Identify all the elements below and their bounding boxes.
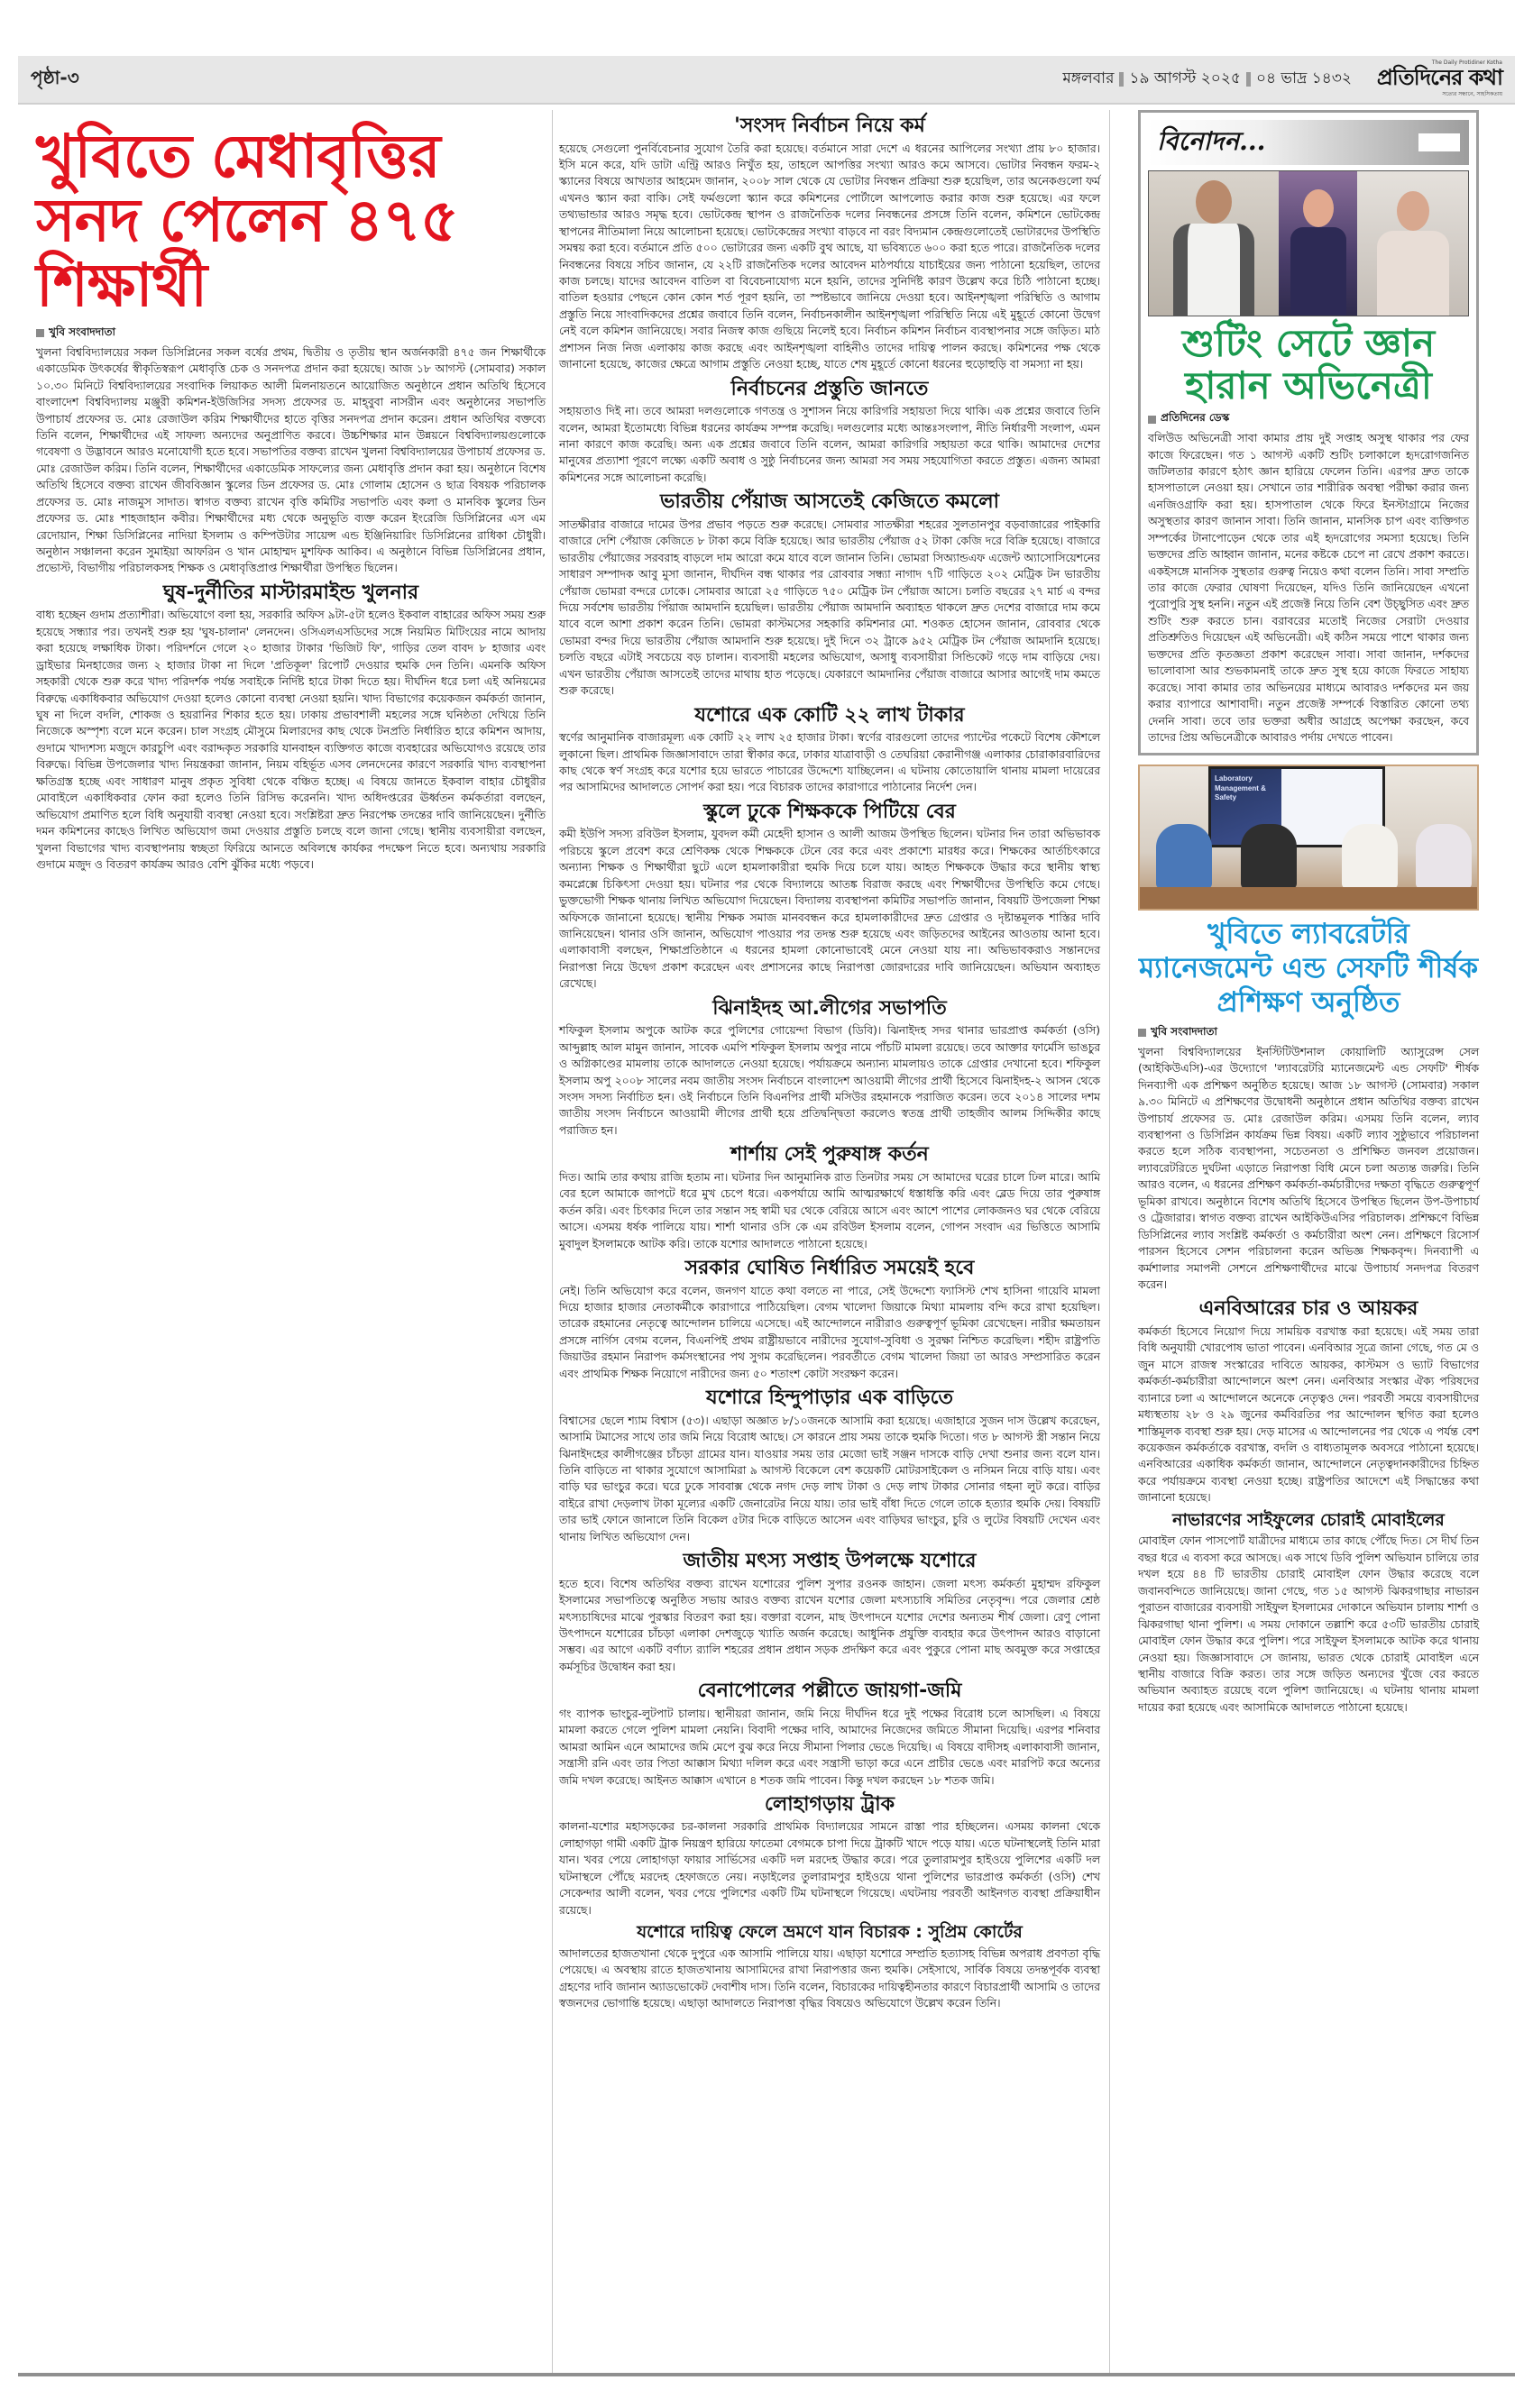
article-subhead: নির্বাচনের প্রস্তুতি জানতে [730, 377, 929, 400]
logo-tagline: The Daily Protidiner Kotha [1431, 60, 1502, 67]
article-body: বিশ্বাসের ছেলে শ্যাম বিশ্বাস (৫৩)। এছাড়া অজ্ঞাত ৮/১০জনকে আসামি করা হয়েছে। এজাহারে সুজন দাস উল্লেখ করেছেন, আসামি টমাসের সাথে তার জমি নিয়ে বিরোধ আছে। সে কারনে প্রায় সময় তাকে হুমকি দিতো। গত ৮ আগস্ট স্ত্রী সন্তান নিয়ে ঝিনাইদহের কালীগঞ্জের চাঁচড়া গ্রামের যান। যাওয়ার সময় তার মেজো ভাই সঞ্জন দাসকে বাড়ি দেখা শুনার জন্য বলে যান। তিনি বাড়িতে না থাকার সুযোগে আসামিরা ৯ আগস্ট বিকেলে বেশ কয়েকটি মোটরসাইকেল ও নসিমন নিয়ে বাড়ি যায়। এবং বাড়ি ঘর ভাংচুর করে। ঘরে ঢুকে সাববাক্স থেকে নগদ দেড় লাখ টাকা ও দেড় লাখ টাকার সোনার গহনা লুট করে। বাড়ির বাইরে রাখা দেড়লাখ টাকা মূল্যের একটি জেনারেটর নিয়ে যায়। তার ভাই বাঁধা দিতে গেলে তাকে হত্যার হুমকি দেয়। বিষয়টি তার ভাই ফোনে জানালে তিনি বিকেল ৫টার দিকে বাড়িতে আসেন এবং বাড়িঘর ভাংচুর, চুরি ও লুটের বিষয়টি দেখেন এবং থানায় লিখিত অভিযোগ দেন। [559, 1414, 1100, 1543]
article-body: আদালতের হাজতখানা থেকে দুপুরে এক আসামি পালিয়ে যায়। এছাড়া যশোরে সম্প্রতি হত্যাসহ বিভিন্ন অপরাধ প্রবণতা বৃদ্ধি পেয়েছে। এ অবস্থায় রাতে হাজতখানায় আসামিদের রাখা নিরাপত্তার জন্য হুমকি। সেইসাথে, সার্বিক বিষয়ে তদন্তপূর্বক ব্যবস্থা গ্রহণের দাবি জানান অ্যাডভোকেট দেবাশীষ দাস। তিনি বলেন, বিচারকের দায়িত্বহীনতার কারণে বিচারপ্রার্থী আসামি ও তাদের স্বজনদের ভোগান্তি হয়েছে। এছাড়া আদালতে নিরাপত্তা বৃদ্ধির বিষয়েও অভিযোগে উল্লেখ করেন তিনি। [559, 1946, 1100, 2010]
byline-text: প্রতিদিনের ডেস্ক [1161, 411, 1230, 425]
actress-photo [1149, 171, 1279, 316]
masthead-right [1062, 60, 1502, 98]
article-subhead: যশোরে হিন্দুপাড়ার এক বাড়িতে [706, 1387, 953, 1410]
byline-text: খুবি সংবাদদাতা [49, 325, 115, 338]
column-divider [552, 110, 553, 2373]
shirt-shape [1173, 224, 1254, 316]
weekday: মঙ্গলবার [1062, 69, 1115, 87]
banner-blank [1418, 133, 1460, 151]
article-body: বলিউড অভিনেত্রী সাবা কামার প্রায় দুই সপ্তাহ অসুস্থ থাকার পর ফের কাজে ফিরেছেন। গত ১ আগস্ট একটি শুটিং চলাকালে হৃদরোগজনিত জটিলতার কারণে হঠাৎ জ্ঞান হারিয়ে ফেলেন তিনি। এরপর দ্রুত তাকে হাসপাতালে নেওয়া হয়। সেখানে তার শারীরিক অবস্থা পরীক্ষা করার জন্য এনজিওগ্রাফি করা হয়। হাসপাতাল থেকে ফিরে ইনস্টাগ্রামে নিজের অসুস্থতার কারণ জানান সাবা। তিনি জানান, মানসিক চাপ এবং ব্যক্তিগত সম্পর্কের টানাপোড়েন থেকে তার এই হৃদরোগের সমস্যা হয়েছে। তিনি ভক্তদের প্রতি আহ্বান জানান, মনের কষ্টকে চেপে না রেখে প্রকাশ করতে। একইসঙ্গে মানসিক সুস্থতার গুরুত্ব নিয়েও কথা বলেন তিনি। সাবা সম্প্রতি তার কাজে ফেরার ঘোষণা দিয়েছেন, যদিও তিনি জানিয়েছেন এখনো পুরোপুরি সুস্থ হননি। নতুন এই প্রজেক্ট নিয়ে তিনি বেশ উচ্ছ্বসিত এবং দ্রুত শুটিং শুরু করতে চান। বরাবরের মতোই নিজের সেরাটা দেওয়ার প্রতিশ্রুতিও দিয়েছেন এই অভিনেত্রী। এই কঠিন সময়ে পাশে থাকার জন্য ভক্তদের প্রতি কৃতজ্ঞতা প্রকাশ করেছেন সাবা। সাবা জানান, দর্শকদের ভালোবাসা আর শুভকামনাই তাকে দ্রুত সুস্থ হয়ে কাজে ফিরতে সাহায্য করেছে। সাবা কামার তার অভিনয়ের মাধ্যমে আবারও দর্শকদের মন জয় করার ব্যাপারে আশাবাদী। নতুন প্রজেক্ট সম্পর্কে বিস্তারিত কোনো তথ্য দেননি সাবা। তবে তার ভক্তরা অধীর আগ্রহে অপেক্ষা করছেন, কবে তাদের প্রিয় অভিনেত্রীকে আবারও পর্দায় দেখতে পাবেন। [1148, 432, 1469, 744]
left-column [36, 110, 546, 873]
article-body: সাতক্ষীরার বাজারে দামের উপর প্রভাব পড়তে শুরু করেছে। সোমবার সাতক্ষীরা শহরের সুলতানপুর বড়বাজারের পাইকারি বাজারে দেশি পেঁয়াজ কেজিতে ৮ টাকা কমে বিক্রি হয়েছে। আর ভারতীয় পেঁয়াজ ৫২ টাকা কেজি দরে বিক্রি হয়েছে। বাজারে ভারতীয় পেঁয়াজের সরবরাহ বাড়লে দাম আরো কমে যাবে বলে জানান তিনি। ভোমরা সিঅ্যান্ডএফ এজেন্ট অ্যাসোসিয়েশনের সাধারণ সম্পাদক আবু মুসা জানান, দীর্ঘদিন বন্ধ থাকার পর রোববার সন্ধ্যা নাগাদ ৭টি গাড়িতে ২০২ মেট্রিক টন ভারতীয় পেঁয়াজ ভোমরা বন্দরে ঢোকে। সোমবার আরো ২৫ গাড়িতে ৭৫০ মেট্রিক টন পেঁয়াজ আসে। চলতি বছরের ২৭ মার্চ এ বন্দর দিয়ে সর্বশেষ ভারতীয় পিঁয়াজ আমদানি হয়েছিল। ভারতীয় পেঁয়াজ আমদানি অব্যাহত থাকলে দ্রুত দেশের বাজারে দাম কমে যাবে বলে আশা প্রকাশ করেন তিনি। ভোমরা কাস্টমসের সহকারি কমিশনার মো. শওকত হোসেন জানান, রোববার থেকে ভোমরা বন্দর দিয়ে ভারতীয় পেঁয়াজ আমদানি শুরু হয়েছে। দুই দিনে ৩২ ট্রাকে ৯৫২ মেট্রিক টন পেঁয়াজ আমদানি হয়েছে। চলতি বছরে এটাই সবচেয়ে বড় চালান। ব্যবসায়ী মহলের অভিযোগ, অসাধু ব্যবসায়ীরা সিন্ডিকেট গড়ে দাম বাড়িয়ে দেয়। এখন ভারতীয় পেঁয়াজ আসতেই তাদের মাথায় হাত পড়েছে। যেকারণে আমদানির পেঁয়াজ বাজারে আসার আগেই দাম কমতে শুরু করেছে। [559, 517, 1100, 698]
article-body: খুলনা বিশ্ববিদ্যালয়ের সকল ডিসিপ্লিনের সকল বর্ষের প্রথম, দ্বিতীয় ও তৃতীয় স্থান অর্জনকারী ৪৭৫ জন শিক্ষার্থীকে একাডেমিক উৎকর্ষের স্বীকৃতিস্বরূপ মেধাবৃত্তি চেক ও সনদপত্র প্রদান করা হয়েছে। আজ ১৮ আগস্ট (সোমবার) সকাল ১০.৩০ মিনিটে বিশ্ববিদ্যালয়ের সংবাদিক লিয়াকত আলী মিলনায়তনে আয়োজিত অনুষ্ঠানে প্রধান অতিথি হিসেবে বাংলাদেশ বিশ্ববিদ্যালয় মঞ্জুরী কমিশন-ইউজিসির সদস্য প্রফেসর ড. মাহ্‌বুবা নাসরীন এবং অনুষ্ঠানের সভাপতি উপাচার্য প্রফেসর ড. মোঃ রেজাউল করিম শিক্ষার্থীদের হাতে বৃত্তির সনদপত্র প্রদান করেন। প্রধান অতিথির বক্তব্যে তিনি বলেন, শিক্ষার্থীদের এই সাফল্য অন্যদের অনুপ্রাণিত করবে। উচ্চশিক্ষার মান উন্নয়নে বিশ্ববিদ্যালয়গুলোকে গবেষণা ও উদ্ভাবনে আরও মনোযোগী হতে হবে। সভাপতির বক্তব্য রাখেন খুলনা বিশ্ববিদ্যালয়ের উপাচার্য প্রফেসর ড. মোঃ রেজাউল করিম। তিনি বলেন, শিক্ষার্থীদের একাডেমিক সাফল্যের জন্য মেধাবৃত্তি প্রদান করা হয়। অনুষ্ঠানে বিশেষ অতিথি হিসেবে বক্তব্য রাখেন জীববিজ্ঞান স্কুলের ডিন প্রফেসর ড. মোঃ গোলাম হোসেন ও ছাত্র বিষয়ক পরিচালক প্রফেসর ড. মোঃ নাজমুস সাদাত। স্বাগত বক্তব্য রাখেন বৃত্তি কমিটির সভাপতি এবং কলা ও মানবিক স্কুলের ডিন প্রফেসর ড. মোঃ শাহজাহান কবীর। শিক্ষার্থীদের মধ্য থেকে অনুভূতি ব্যক্ত করেন ইংরেজি ডিসিপ্লিনের এস এম রেদোয়ান, শিক্ষা ডিসিপ্লিনের নাদিয়া ইসলাম ও কম্পিউটার সায়েন্স এন্ড ইঞ্জিনিয়ারিং ডিসিপ্লিনের রাধিকা চৌধুরী। অনুষ্ঠান সঞ্চালনা করেন সুমাইয়া আফরিন ও খান মোহাম্মদ মুশফিক আকিব। এ অনুষ্ঠানে বিভিন্ন ডিসিপ্লিনের প্রধান, প্রভোস্ট, বিভাগীয় পরিচালকসহ শিক্ষক ও মেধাবৃত্তিপ্রাপ্ত শিক্ষার্থীরা উপস্থিত ছিলেন। [36, 345, 546, 575]
article-subhead: ঝিনাইদহ আ.লীগের সভাপতি [712, 996, 947, 1020]
byline [1148, 410, 1469, 428]
footer-rule [18, 2373, 1515, 2376]
face-shape [1303, 189, 1334, 227]
article-subhead: শার্শায় সেই পুরুষাঙ্গ কর্তন [730, 1143, 929, 1167]
gregorian-date: ১৯ আগস্ট ২০২৫ [1129, 69, 1241, 87]
article-body: বাধ্য হচ্ছেন গুদাম প্রত্যাশীরা। অভিযোগে বলা হয়, সরকারি অফিস ৯টা-৫টা হলেও ইকবাল বাহারের অফিস সময় শুরু হয়েছে সন্ধ্যার পর। তখনই শুরু হয় 'ঘুষ-চালান' লেনদেন। ওসিএলএসডিদের সঙ্গে নিয়মিত মিটিংয়ের নামে আদায় করা হয়েছে লক্ষাধিক টাকা। পরিদর্শনে গেলে ২০ হাজার টাকার 'ভিজিট ফি', গাড়ির তেল বাবদ ৮ হাজার এবং ড্রাইভার মিনহাজের জন্য ২ হাজার টাকা না দিলে 'প্রতিকূল' রিপোর্ট দেওয়ার হুমকি দেন তিনি। এমনকি অফিস সহকারী থেকে শুরু করে খাদ্য পরিদর্শক পর্যন্ত সবাইকে নির্দিষ্ট হারে টাকা দিতে হয়। দীর্ঘদিন ধরে চলা এই অনিয়মের বিরুদ্ধে একাধিকবার অভিযোগ দেওয়া হলেও কোনো ব্যবস্থা নেওয়া হয়নি। খাদ্য বিভাগের কয়েকজন কর্মকর্তা জানান, ঘুষ না দিলে বদলি, শোকজ ও হয়রানির শিকার হতে হয়। ঢাকায় প্রভাবশালী মহলের সঙ্গে ঘনিষ্ঠতা দেখিয়ে তিনি নিজেকে অস্পৃশ্য বলে মনে করেন। চাল সংগ্রহ মৌসুমে মিলারদের কাছ থেকে টনপ্রতি নির্ধারিত হারে কমিশন আদায়, গুদামে খাদ্যশস্য মজুদে কারচুপি এবং বরাদ্দকৃত সরকারি যানবাহন ব্যক্তিগত কাজে ব্যবহারের অভিযোগও রয়েছে তার বিরুদ্ধে। বিভিন্ন উপজেলার খাদ্য নিয়ন্ত্রকরা জানান, নিয়ম বহির্ভূত এসব লেনদেনের কারণে সরকারি খাদ্য ব্যবস্থাপনা ক্ষতিগ্রস্ত হচ্ছে এবং সাধারণ মানুষ প্রকৃত সুবিধা থেকে বঞ্চিত হচ্ছে। এ বিষয়ে জানতে ইকবাল বাহার চৌধুরীর মোবাইলে একাধিকবার ফোন করা হলেও তিনি রিসিভ করেননি। খাদ্য অধিদপ্তরের ঊর্ধ্বতন কর্মকর্তারা বলছেন, অভিযোগ প্রমাণিত হলে বিধি অনুযায়ী ব্যবস্থা নেওয়া হবে। সংশ্লিষ্টরা দ্রুত নিরপেক্ষ তদন্তের দাবি জানিয়েছেন। দুর্নীতি দমন কমিশনের কাছেও লিখিত অভিযোগ জমা দেওয়ার প্রস্তুতি চলছে বলে জানা গেছে। স্থানীয় ব্যবসায়ীরা বলছেন, খুলনা বিভাগের খাদ্য ব্যবস্থাপনায় স্বচ্ছতা ফিরিয়ে আনতে অবিলম্বে কার্যকর পদক্ষেপ নিতে হবে। অন্যথায় সরকারি গুদামে মজুদ ও বিতরণ কার্যক্রম আরও বেশি ঝুঁকির মধ্যে পড়বে। [36, 609, 546, 871]
square-bullet-icon [1148, 416, 1156, 424]
byline-text: খুবি সংবাদদাতা [1151, 1024, 1217, 1038]
article-subhead: নাভারণের সাইফুলের চোরাই মোবাইলের [1172, 1509, 1445, 1530]
article-subhead: জাতীয় মৎস্য সপ্তাহ উপলক্ষে যশোরে [683, 1550, 977, 1573]
article-body: হয়েছে সেগুলো পুনর্বিবেচনার সুযোগ তৈরি করা হয়েছে। বর্তমানে সারা দেশে এ ধরনের আপিলের সংখ্যা প্রায় ৮০ হাজার। ইসি মনে করে, যদি ডাটা এন্ট্রি আরও নিখুঁত হয়, তাহলে আপত্তির সংখ্যা আরও কমে আসবে। ভোটার নিবন্ধন ফরম-২ স্ক্যানের বিষয়ে আখতার আহমেদ জানান, ২০০৮ সাল থেকে যে ভোটার নিবন্ধন প্রক্রিয়া শুরু হয়েছিল, তার অনেকগুলো ফর্ম এখনও স্ক্যান করা বাকি। সেই ফর্মগুলো স্ক্যান করে কমিশনের পোর্টালে আপলোড করার কাজ শুরু হয়েছে। এর ফলে তথ্যভান্ডার আরও সমৃদ্ধ হবে। ভোটকেন্দ্র স্থাপন ও রাজনৈতিক দলের নিবন্ধনের প্রসঙ্গে তিনি বলেন, কমিশনে ভোটকেন্দ্র স্থাপনের নীতিমালা নিয়ে আলোচনা হয়েছে। ভোটকেন্দ্রের সংখ্যা বাড়বে না বরং বিদ্যমান কেন্দ্রগুলোতেই ভোটারদের উপস্থিতি সমন্বয় করা হবে। বর্তমানে প্রতি ৫০০ ভোটারের জন্য একটি বুথ আছে, যা ভবিষ্যতে ৬০০ করা হতে পারে। রাজনৈতিক দলের নিবন্ধনের বিষয়ে সচিব জানান, যে ২২টি রাজনৈতিক দলের আবেদন মাঠপর্যায়ে যাচাইয়ের জন্য পাঠানো হয়েছিল, তাদের কাজ চলছে। যাদের আবেদন বাতিল বা বিবেচনাযোগ্য মনে হয়নি, তাদের সুনির্দিষ্ট কারণ উল্লেখ করে চিঠি পাঠানো হচ্ছে। বাতিল হওয়ার পেছনে কোন কোন শর্ত পূরণ হয়নি, তা স্পষ্টভাবে জানিয়ে দেওয়া হবে। আইনশৃঙ্খলা পরিস্থিতি ও আগাম প্রস্তুতি নিয়ে সাংবাদিকদের প্রশ্নের জবাবে তিনি বলেন, নির্বাচনকালীন আইনশৃঙ্খলা পরিস্থিতি নিয়ে এই মুহূর্তে কোনো উদ্বেগ নেই বলে কমিশন জানিয়েছে। সবার নিজস্ব কাজ গুছিয়ে নিলেই হবে। নির্বাচন কমিশন নির্বাচন ব্যবস্থাপনার সঙ্গে জড়িত। মাঠ প্রশাসন নিজ নিজ এলাকায় কাজ করছে এবং আইনশৃঙ্খলা বাহিনীও তাদের দায়িত্ব পালন করছে। কমিশনের পক্ষ থেকে জানানো হয়েছে, কাজের ক্ষেত্রে আগাম প্রস্তুতি নেওয়া হচ্ছে, যাতে শেষ মুহূর্তে কোনো ধরনের হুড়োহুড়ি বা সমস্যা না হয়। [559, 142, 1100, 371]
training-headline: খুবিতে ল্যাবরেটরি ম্যানেজমেন্ট এন্ড সেফটি শীর্ষক প্রশিক্ষণ অনুষ্ঠিত [1138, 918, 1479, 1019]
byline [1138, 1024, 1479, 1042]
date-line [1062, 67, 1352, 92]
article-subhead: লোহাগড়ায় ট্রাক [764, 1792, 895, 1816]
logo-wordmark: প্রতিদিনের কথা [1376, 64, 1502, 91]
square-bullet-icon [36, 329, 44, 337]
separator-bar [1119, 72, 1124, 87]
article-body: দিত। আমি তার কথায় রাজি হতাম না। ঘটনার দিন আনুমানিক রাত তিনটার সময় সে আমাদের ঘরের চালে ঢিল মারে। আমি বের হলে আমাকে জাপটে ধরে মুখ চেপে ধরে। একপর্যায়ে আমি আত্মরক্ষার্থে ধস্তাধস্তি করি এবং ব্লেড দিয়ে তার পুরুষাঙ্গ কর্তন করি। এবং চিৎকার দিলে তার সন্তান সহ স্বামী ঘর থেকে বেরিয়ে আসে এবং আশে পাশের লোকজনও ঘর থেকে বেরিয়ে আসে। এসময় ধর্ষক পালিয়ে যায়। শার্শা থানার ওসি কে এম রবিউল ইসলাম বলেন, গোপন সংবাদ এর ভিত্তিতে আসামি মুবাদুল ইসলামকে আটক করি। তাকে যশোর আদালতে পাঠানো হয়েছে। [559, 1170, 1100, 1250]
training-photo [1138, 765, 1479, 911]
page-number: পৃষ্ঠা-৩ [31, 66, 79, 88]
article-subhead: যশোরে এক কোটি ২২ লাখ টাকার [694, 703, 965, 727]
article-body: মোবাইল ফোন পাসপোর্ট যাত্রীদের মাধ্যমে তার কাছে পৌঁছে দিত। সে দীর্ঘ তিন বছর ধরে এ ব্যবসা করে আসছে। এক সাথে ডিবি পুলিশ অভিযান চালিয়ে তার দখল হয়ে ৪৪ টি ভারতীয় চোরাই মোবাইল ফোন উদ্ধার করেছে বলে জবানবন্দিতে জানিয়েছে। জানা গেছে, গত ১৫ আগস্ট ঝিকরগাছার নাভারন পুরাতন বাজারের ব্যবসায়ী সাইফুল ইসলামের দোকানে অভিযান চালায় শার্শা ও ঝিকরগাছা থানা পুলিশ। এ সময় দোকানে তল্লাশি করে ৫৩টি ভারতীয় চোরাই মোবাইল ফোন উদ্ধার করে পুলিশ। পরে সাইফুল ইসলামকে আটক করে থানায় নেওয়া হয়। জিজ্ঞাসাবাদে সে জানায়, ভারত থেকে চোরাই মোবাইল এনে স্থানীয় বাজারে বিক্রি করত। তার সঙ্গে জড়িত অন্যদের খুঁজে বের করতে অভিযান অব্যাহত রয়েছে বলে পুলিশ জানিয়েছে। এ ঘটনায় থানায় মামলা দায়ের করা হয়েছে এবং আসামিকে আদালতে পাঠানো হয়েছে। [1138, 1534, 1479, 1714]
article-subhead: 'সংসদ নির্বাচন নিয়ে কর্ম [734, 114, 925, 137]
article-subhead: যশোরে দায়িত্ব ফেলে ভ্রমণে যান বিচারক : সুপ্রিম কোর্টের [637, 1922, 1023, 1943]
participant-figure [1241, 824, 1297, 889]
article-subhead: ঘুষ-দুর্নীতির মাস্টারমাইন্ড খুলনার [162, 581, 419, 604]
square-bullet-icon [1138, 1029, 1146, 1037]
article-body: গং ব্যাপক ভাংচুর-লুটপাট চালায়। স্থানীয়রা জানান, জমি নিয়ে দীর্ঘদিন ধরে দুই পক্ষের বিরোধ চলে আসছিল। এ বিষয়ে মামলা করতে গেলে পুলিশ মামলা নেয়নি। বিবাদী পক্ষের দাবি, আমাদের নিজেদের জমিতে সীমানা দিয়েছি। এরপর শনিবার আমরা আমিন এনে আমাদের জমি মেপে বুঝ করে নিয়ে সীমানা পিলার ভেঙে দিয়েছি। এ বিষয়ে বাদীসহ এলাকাবাসী জানান, সন্ত্রাসী রনি এবং তার পিতা আক্কাস মিথ্যা দলিল করে এবং সন্ত্রাসী ভাড়া করে এনে প্রাচীর ভেঙে এবং মারপিট করে অন্যের জমি দখল করেছে। আইনত আক্কাস এখানে ৪ শতক জমি পাবেন। কিন্তু দখল করছেন ১৮ শতক জমি। [559, 1707, 1100, 1787]
article-body: কমী ইউপি সদস্য রবিউল ইসলাম, যুবদল কর্মী মেহেদী হাসান ও আলী আজম উপস্থিত ছিলেন। ঘটনার দিন তারা অভিভাবক পরিচয়ে স্কুলে প্রবেশ করে শ্রেণিকক্ষ থেকে শিক্ষককে টেনে বের করে এবং প্রকাশ্যে মারধর করে। শিক্ষকের আর্তচিৎকারে অন্যান্য শিক্ষক ও শিক্ষার্থীরা ছুটে এলে হামলাকারীরা হুমকি দিয়ে চলে যায়। আহত শিক্ষককে উদ্ধার করে স্থানীয় স্বাস্থ্য কমপ্লেক্সে চিকিৎসা দেওয়া হয়। ঘটনার পর থেকে বিদ্যালয়ে আতঙ্ক বিরাজ করছে এবং শিক্ষার্থীদের উপস্থিতি কমে গেছে। ভুক্তভোগী শিক্ষক থানায় লিখিত অভিযোগ দিয়েছেন। বিদ্যালয় ব্যবস্থাপনা কমিটির সভাপতি জানান, বিষয়টি উপজেলা শিক্ষা অফিসকে জানানো হয়েছে। স্থানীয় শিক্ষক সমাজ মানববন্ধন করে হামলাকারীদের দ্রুত গ্রেপ্তার ও দৃষ্টান্তমূলক শাস্তির দাবি জানিয়েছেন। থানার ওসি জানান, অভিযোগ পাওয়ার পর তদন্ত শুরু হয়েছে এবং জড়িতদের আইনের আওতায় আনা হবে। এলাকাবাসী বলছেন, শিক্ষাপ্রতিষ্ঠানে এ ধরনের হামলা কোনোভাবেই মেনে নেওয়া যায় না। অভিভাবকরাও সন্তানদের নিরাপত্তা নিয়ে উদ্বেগ প্রকাশ করেছেন এবং প্রশাসনের কাছে নিরাপত্তা জোরদারের দাবি জানিয়েছেন। অভিযান অব্যাহত রেখেছে। [559, 828, 1100, 991]
masthead [18, 56, 1515, 105]
article-subhead: স্কুলে ঢুকে শিক্ষককে পিটিয়ে বের [703, 800, 956, 823]
participant-figure [1156, 824, 1212, 889]
byline [36, 325, 546, 343]
article-body: কালনা-যশোর মহাসড়কের চর-কালনা সরকারি প্রাথমিক বিদ্যালয়ের সামনে রাস্তা পার হচ্ছিলেন। এসময় কালনা থেকে লোহাগড়া গামী একটি ট্রাক নিয়ন্ত্রণ হারিয়ে ফাতেমা বেগমকে চাপা দিয়ে ট্রাকটি খাদে পড়ে যায়। এতে ঘটনাস্থলেই তিনি মারা যান। খবর পেয়ে লোহাগড়া ফায়ার সার্ভিসের একটি দল মরদেহ উদ্ধার করে। পরে তুলারামপুর হাইওয়ে পুলিশের একটি দল ঘটনাস্থলে পৌঁছে মরদেহ হেফাজতে নেয়। নড়াইলের তুলারামপুর হাইওয়ে থানা পুলিশের ভারপ্রাপ্ত কর্মকর্তা (ওসি) শেখ সেকেন্দার আলী বলেন, খবর পেয়ে পুলিশের একটি টিম ঘটনাস্থলে গিয়েছে। এঘটনায় পরবর্তী আইনগত ব্যবস্থা প্রক্রিয়াধীন রয়েছে। [559, 1820, 1100, 1917]
entertainment-banner [1148, 120, 1469, 165]
right-column [1138, 110, 1479, 1716]
article-body: সহায়তাও দিই না। তবে আমরা দলগুলোকে গণতন্ত্র ও সুশাসন নিয়ে কারিগরি সহায়তা দিয়ে থাকি। এক প্রশ্নের জবাবে তিনি বলেন, আমরা ইতোমধ্যে বিভিন্ন ধরনের কার্যক্রম সম্পন্ন করেছি। দলগুলোর মধ্যে আন্তঃসংলাপ, নীতি নির্ধারণী সংলাপ, এমন নানা কারণে কাজ করেছি। অন্য এক প্রশ্নের জবাবে তিনি বলেন, আমরা কারিগরি সহায়তা করে থাকি। আমাদের দেশের মানুষের প্রত্যাশা পূরণে লক্ষ্যে একটি অবাধ ও সুষ্ঠু নির্বাচনের জন্য আমরা সব সময় সহযোগিতা করতে প্রস্তুত। এজন্য আমরা কমিশনের সঙ্গে আলোচনা করেছি। [559, 405, 1100, 484]
bangla-date: ০৪ ভাদ্র ১৪৩২ [1255, 69, 1352, 87]
separator-bar [1246, 72, 1251, 87]
article-subhead: ভারতীয় পেঁয়াজ আসতেই কেজিতে কমলো [660, 490, 999, 514]
entertainment-headline: শুটিং সেটে জ্ঞান হারান অভিনেত্রী [1181, 321, 1436, 408]
article-body: শফিকুল ইসলাম অপুকে আটক করে পুলিশের গোয়েন্দা বিভাগ (ডিবি)। ঝিনাইদহ সদর থানার ভারপ্রাপ্ত কর্মকর্তা (ওসি) আব্দুল্লাহ আল মামুন জানান, সাবেক এমপি শফিকুল ইসলাম অপুর নামে পাঁচটি মামলা রয়েছে। তবে আক্তার ফার্মেসি ভাঙচুর ও অগ্নিকাণ্ডের মামলায় তাকে আদালতে নেওয়া হয়েছে। পর্যায়ক্রমে অন্যান্য মামলায়ও তাকে গ্রেপ্তার দেখানো হবে। শফিকুল ইসলাম অপু ২০০৮ সালের নবম জাতীয় সংসদ নির্বাচনে বাংলাদেশ আওয়ামী লীগের প্রার্থী হিসেবে ঝিনাইদহ-২ আসন থেকে সংসদ সদস্য নির্বাচিত হন। ওই নির্বাচনে তিনি বিএনপির প্রার্থী মসিউর রহমানকে পরাজিত করেন। তবে ২০১৪ সালের দশম জাতীয় সংসদ নির্বাচনে আওয়ামী লীগের প্রার্থী হয়ে প্রতিদ্বন্দ্বিতা করলেও স্বতন্ত্র প্রার্থী তাহজীব আলম সিদ্দিকীর কাছে পরাজিত হন। [559, 1024, 1100, 1137]
logo-subline: সত্যের সন্ধানে, সাহসিকতায় [1442, 90, 1502, 97]
column-divider [1109, 110, 1110, 2373]
face-shape [1196, 180, 1232, 224]
actress-photo-collage [1148, 170, 1469, 316]
article-body: নেই। তিনি অভিযোগ করে বলেন, জনগণ যাতে কথা বলতে না পারে, সেই উদ্দেশ্যে ফ্যাসিস্ট শেখ হাসিনা গায়েবি মামলা দিয়ে হাজার হাজার নেতাকর্মীকে কারাগারে পাঠিয়েছিল। বেগম খালেদা জিয়াকে মিথ্যা মামলায় বন্দি করে রাখা হয়েছিল। তারেক রহমানের নেতৃত্বে আন্দোলন চালিয়ে এসেছে। এই আন্দোলনে নারীরাও গুরুত্বপূর্ণ ভূমিকা রেখেছেন। নারীর ক্ষমতায়ন প্রসঙ্গে নার্গিস বেগম বলেন, বিএনপিই প্রথম রাষ্ট্রীয়ভাবে নারীদের সুযোগ-সুবিধা ও সুরক্ষা নিশ্চিত করেছিল। শহীদ রাষ্ট্রপতি জিয়াউর রহমান নিরাপদ কর্মসংস্থানের পথ সুগম করেছিলেন। পরবর্তীতে বেগম খালেদা জিয়া তা আরও সম্প্রসারিত করেন এবং প্রাথমিক শিক্ষক নিয়োগে নারীদের জন্য ৫০ শতাংশ কোটা সংরক্ষণ করেন। [559, 1284, 1100, 1380]
article-body: হতে হবে। বিশেষ অতিথির বক্তব্য রাখেন যশোরের পুলিশ সুপার রওনক জাহান। জেলা মৎস্য কর্মকর্তা মুহাম্মদ রফিকুল ইসলামের সভাপতিত্বে অনুষ্ঠিত সভায় আরও বক্তব্য রাখেন যশোর জেলা মৎস্যচাষি সমিতির নেতৃবৃন্দ। পরে জেলার শ্রেষ্ঠ মৎস্যচাষিদের মাঝে পুরস্কার বিতরণ করা হয়। বক্তারা বলেন, মাছ উৎপাদনে যশোর দেশের অন্যতম শীর্ষ জেলা। রেণু পোনা উৎপাদনে যশোরের চাঁচড়া এলাকা দেশজুড়ে খ্যাতি অর্জন করেছে। আধুনিক প্রযুক্তি ব্যবহার করে উৎপাদন আরও বাড়ানো সম্ভব। এর আগে একটি বর্ণাঢ্য র‍্যালি শহরের প্রধান প্রধান সড়ক প্রদক্ষিণ করে এবং পুকুরে পোনা মাছ অবমুক্ত করে সপ্তাহের কর্মসূচির উদ্বোধন করা হয়। [559, 1577, 1101, 1673]
table-edge [1140, 887, 1477, 909]
article-subhead: বেনাপোলের পল্লীতে জায়গা-জমি [697, 1680, 962, 1703]
actress-photo [1279, 171, 1358, 316]
participant-figure [1342, 824, 1398, 889]
face-shape [1397, 191, 1429, 231]
actress-photo [1357, 171, 1468, 316]
entertainment-box [1138, 110, 1479, 755]
article-subhead: সরকার ঘোষিত নির্ধারিত সময়েই হবে [684, 1257, 975, 1279]
middle-column [559, 110, 1100, 2012]
article-body: কর্মকর্তা হিসেবে নিয়োগ দিয়ে সাময়িক বরখাস্ত করা হয়েছে। এই সময় তারা বিধি অনুযায়ী খোরপোষ ভাতা পাবেন। এনবিআর সূত্রে জানা গেছে, গত মে ও জুন মাসে রাজস্ব সংস্কারের দাবিতে আয়কর, কাস্টমস ও ভ্যাট বিভাগের কর্মকর্তা-কর্মচারীরা আন্দোলনে অংশ নেন। এনবিআর সংস্কার ঐক্য পরিষদের ব্যানারে চলা এ আন্দোলনে অনেকে নেতৃত্বও দেন। পরবর্তী সময়ে ব্যবসায়ীদের মধ্যস্থতায় ২৮ ও ২৯ জুনের কর্মবিরতির পর আন্দোলন স্থগিত করা হলেও শাস্তিমূলক ব্যবস্থা শুরু হয়। দেড় মাসের এ আন্দোলনের পর থেকে এ পর্যন্ত বেশ কয়েকজন কর্মকর্তাকে বরখাস্ত, বদলি ও বাধ্যতামূলক অবসরে পাঠানো হয়েছে। এনবিআরের একাধিক কর্মকর্তা জানান, আন্দোলনে নেতৃত্বদানকারীদের চিহ্নিত করে পর্যায়ক্রমে ব্যবস্থা নেওয়া হচ্ছে। রাষ্ট্রপতির আদেশে এই সিদ্ধান্তের কথা জানানো হয়েছে। [1138, 1324, 1479, 1505]
dress-shape [1290, 227, 1346, 316]
lead-headline: খুবিতে মেধাবৃত্তির সনদ পেলেন ৪৭৫ শিক্ষার্থী [36, 121, 458, 320]
outfit-shape [1377, 231, 1449, 316]
participant-figure [1416, 824, 1472, 889]
section-label: বিনোদন... [1157, 125, 1266, 156]
article-body: খুলনা বিশ্ববিদ্যালয়ের ইনস্টিটিউশনাল কোয়ালিটি অ্যাসুরেন্স সেল (আইকিউএসি)-এর উদ্যোগে 'ল্যাবরেটরি ম্যানেজমেন্ট এন্ড সেফটি' শীর্ষক দিনব্যাপী এক প্রশিক্ষণ অনুষ্ঠিত হয়েছে। আজ ১৮ আগস্ট (সোমবার) সকাল ৯.৩০ মিনিটে এ প্রশিক্ষণের উদ্বোধনী অনুষ্ঠানে প্রধান অতিথির বক্তব্য রাখেন উপাচার্য প্রফেসর ড. মোঃ রেজাউল করিম। এসময় তিনি বলেন, ল্যাব ব্যবস্থাপনা ও ডিসিপ্লিন কার্যক্রম ভিন্ন বিষয়। একটি ল্যাব সুষ্ঠুভাবে পরিচালনা করতে হলে সঠিক ব্যবস্থাপনা, সচেতনতা ও প্রশিক্ষিত জনবল প্রয়োজন। ল্যাবরেটরিতে দুর্ঘটনা এড়াতে নিরাপত্তা বিধি মেনে চলা অত্যন্ত জরুরি। তিনি আরও বলেন, এ ধরনের প্রশিক্ষণ কর্মকর্তা-কর্মচারীদের দক্ষতা বৃদ্ধিতে গুরুত্বপূর্ণ ভূমিকা রাখবে। অনুষ্ঠানে বিশেষ অতিথি হিসেবে উপস্থিত ছিলেন উপ-উপাচার্য ও ট্রেজারার। স্বাগত বক্তব্য রাখেন আইকিউএসির পরিচালক। প্রশিক্ষণে বিভিন্ন ডিসিপ্লিনের ল্যাব সংশ্লিষ্ট কর্মকর্তা ও কর্মচারীরা অংশ নেন। প্রশিক্ষণে রিসোর্স পারসন হিসেবে সেশন পরিচালনা করেন অভিজ্ঞ শিক্ষকবৃন্দ। দিনব্যাপী এ কর্মশালার সমাপনী সেশনে প্রশিক্ষণার্থীদের মাঝে উপাচার্য সনদপত্র বিতরণ করেন। [1138, 1045, 1479, 1291]
screen-title: Laboratory Management & Safety [1211, 769, 1281, 845]
article-subhead: এনবিআরের চার ও আয়কর [1198, 1297, 1418, 1321]
newspaper-logo [1377, 60, 1502, 98]
article-body: স্বর্ণের আনুমানিক বাজারমূল্য এক কোটি ২২ লাখ ২৫ হাজার টাকা। স্বর্ণের বারগুলো তাদের প্যান্টের পকেটে বিশেষ কৌশলে লুকানো ছিল। প্রাথমিক জিজ্ঞাসাবাদে তারা স্বীকার করে, ঢাকার যাত্রাবাড়ী ও তেঘরিয়া কেরানীগঞ্জ এলাকার চোরাকারবারিদের কাছ থেকে স্বর্ণ সংগ্রহ করে যশোর হয়ে ভারতে পাচারের উদ্দেশ্যে যাচ্ছিলেন। এ ঘটনায় কোতোয়ালি থানায় মামলা দায়েরের পর আসামিদের আদালতে সোপর্দ করা হয়। পরে বিচারক তাদের কারাগারে পাঠানোর নির্দেশ দেন। [559, 731, 1100, 794]
